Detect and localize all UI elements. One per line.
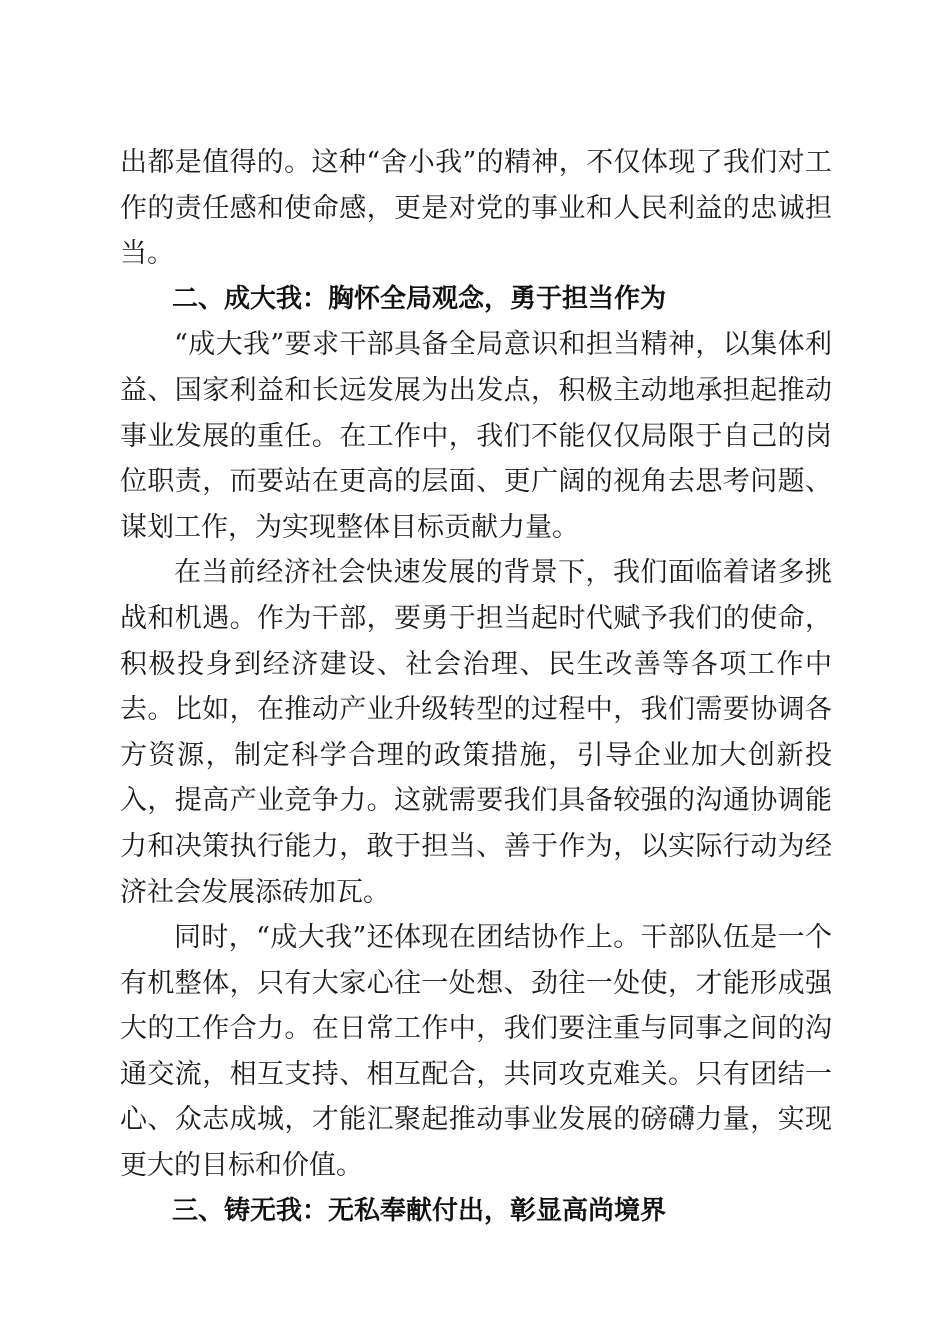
paragraph-3: 同时，“成大我”还体现在团结协作上。干部队伍是一个有机整体，只有大家心往一处想、劲往一处使，才能形成强大的工作合力。在日常工作中，我们要注重与同事之间的沟通交流，相互支持、相互配合，共同攻克难关。只有团结一心、众志成城，才能汇聚起推动事业发展的磅礴力量，实现更大的目标和价值。 <box>120 922 832 1182</box>
continuation-paragraph: 出都是值得的。这种“舍小我”的精神，不仅体现了我们对工作的责任感和使命感，更是对党的事业和人民利益的忠诚担当。 <box>120 147 832 270</box>
section-heading-3: 三、铸无我：无私奉献付出，彰显高尚境界 <box>172 1195 667 1226</box>
document-body <box>120 140 832 1234</box>
paragraph-1: “成大我”要求干部具备全局意识和担当精神，以集体利益、国家利益和长远发展为出发点，积极主动地承担起推动事业发展的重任。在工作中，我们不能仅仅局限于自己的岗位职责，而要站在更高的层面、更广阔的视角去思考问题、谋划工作，为实现整体目标贡献力量。 <box>120 329 832 543</box>
section-heading-2: 二、成大我：胸怀全局观念，勇于担当作为 <box>172 283 667 314</box>
paragraph-2: 在当前经济社会快速发展的背景下，我们面临着诸多挑战和机遇。作为干部，要勇于担当起时代赋予我们的使命，积极投身到经济建设、社会治理、民生改善等各项工作中去。比如，在推动产业升级转型的过程中，我们需要协调各方资源，制定科学合理的政策措施，引导企业加大创新投入，提高产业竞争力。这就需要我们具备较强的沟通协调能力和决策执行能力，敢于担当、善于作为，以实际行动为经济社会发展添砖加瓦。 <box>120 557 832 908</box>
